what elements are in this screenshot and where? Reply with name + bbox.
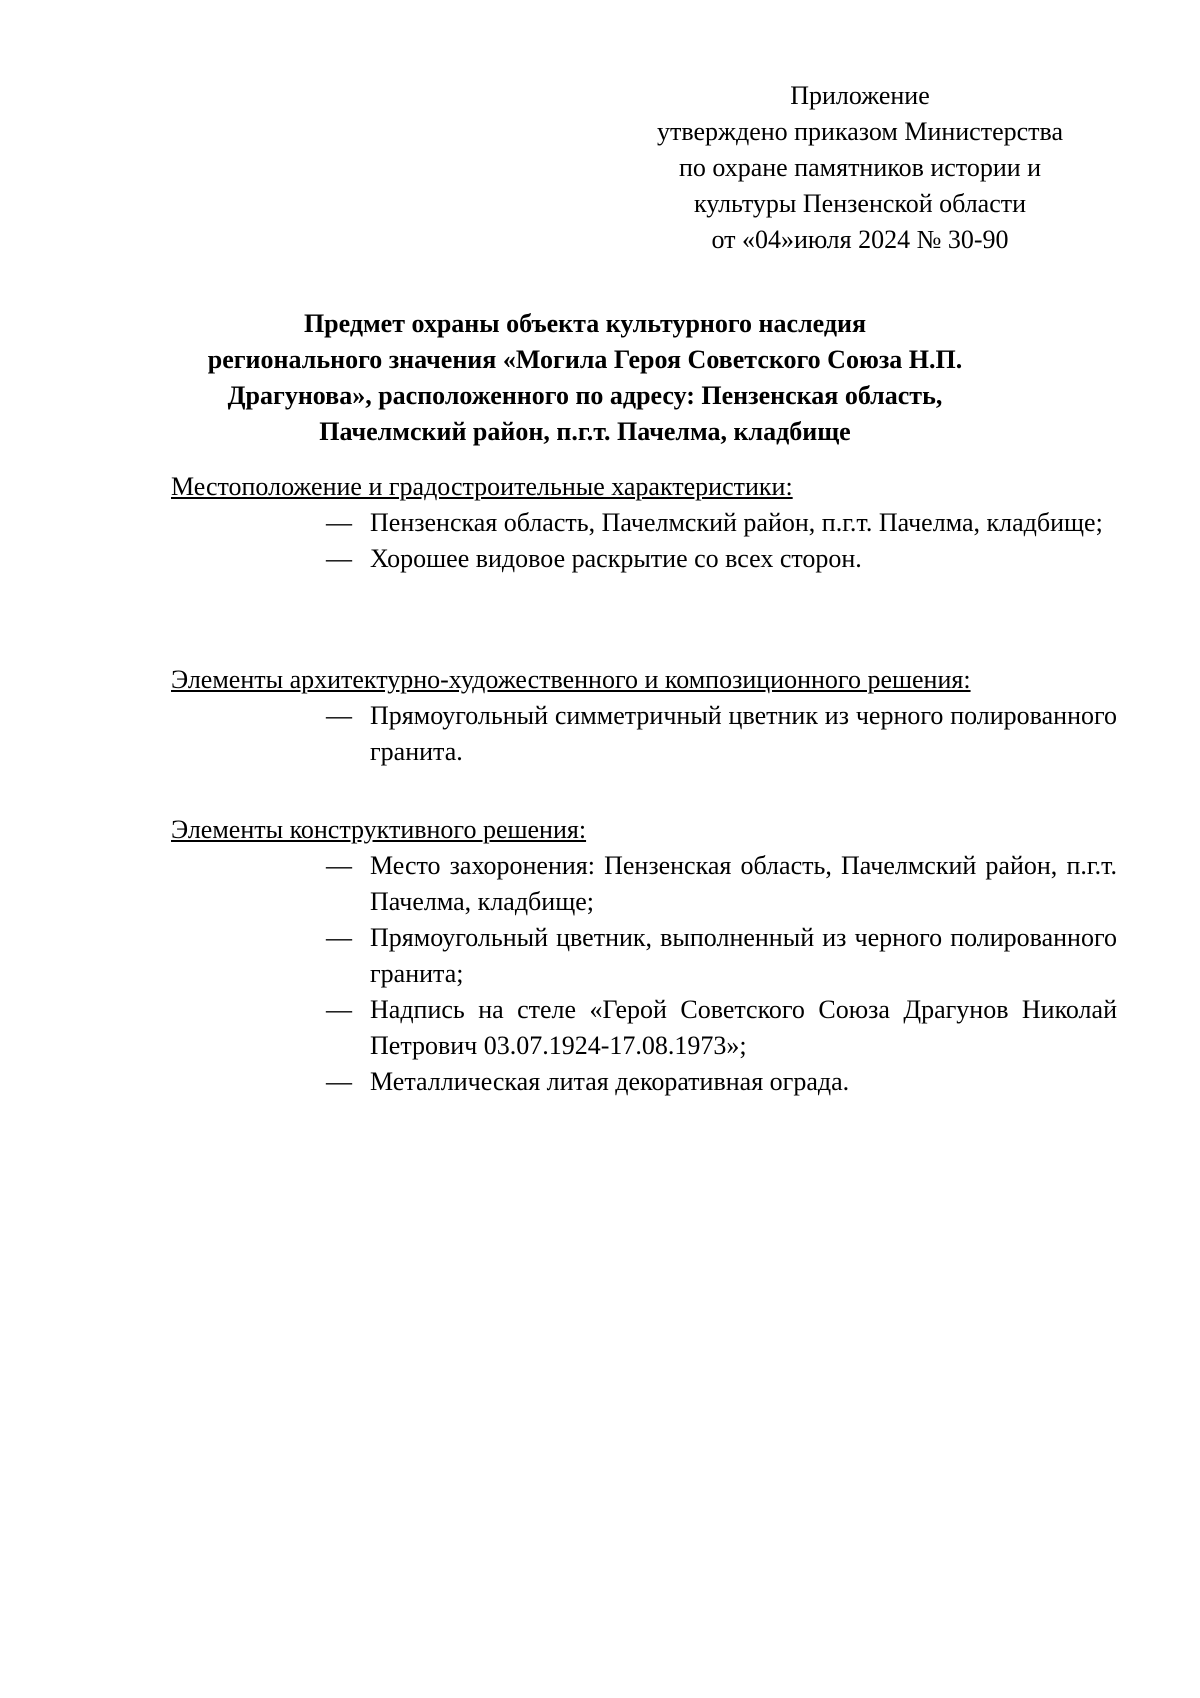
list-item [326,992,1117,1064]
list-item [326,541,1117,577]
dash-bullet: — [326,1067,352,1096]
list-item-text: Прямоугольный цветник, выполненный из черного полированного гранита; [370,923,1117,988]
list-item [326,920,1117,992]
dash-bullet: — [326,995,352,1024]
section-construction [171,812,1117,1100]
list-item [326,1064,1117,1100]
dash-bullet: — [326,923,352,952]
title-line: регионального значения «Могила Героя Советского Союза Н.П. [207,345,963,374]
section-architecture [171,662,1117,770]
title-line: Предмет охраны объекта культурного наследия [303,309,867,338]
dash-bullet: — [326,544,352,573]
approval-line: по охране памятников истории и [678,153,1042,182]
list-item-text: Металлическая литая декоративная ограда. [370,1067,850,1096]
approval-line: культуры Пензенской области [693,189,1027,218]
section-heading: Элементы конструктивного решения: [171,815,587,844]
list-item [326,848,1117,920]
title-line: Драгунова», расположенного по адресу: Пензенская область, [227,381,943,410]
appendix-label: Приложение [790,81,930,110]
list-item-text: Пензенская область, Пачелмский район, п.г.т. Пачелма, кладбище; [370,508,1103,537]
list-item [326,698,1117,770]
list-item-text: Прямоугольный симметричный цветник из черного полированного гранита. [370,701,1117,766]
list-item-text: Надпись на стеле «Герой Советского Союза Драгунов Николай Петрович 03.07.1924-17.08.1973»; [370,995,1117,1060]
list-item [326,505,1117,541]
dash-bullet: — [326,701,352,730]
approval-line: утверждено приказом Министерства [656,117,1064,146]
list-item-text: Хорошее видовое раскрытие со всех сторон. [370,544,862,573]
list-item-text: Место захоронения: Пензенская область, Пачелмский район, п.г.т. Пачелма, кладбище; [370,851,1117,916]
order-date-number: от «04»июля 2024 № 30-90 [711,225,1009,254]
approval-stamp [620,78,1100,258]
document-title [150,306,1020,450]
section-location [171,469,1117,577]
dash-bullet: — [326,508,352,537]
dash-bullet: — [326,851,352,880]
section-heading: Элементы архитектурно-художественного и композиционного решения: [171,665,971,694]
section-heading: Местоположение и градостроительные характеристики: [171,472,793,501]
title-line: Пачелмский район, п.г.т. Пачелма, кладбище [319,417,851,446]
